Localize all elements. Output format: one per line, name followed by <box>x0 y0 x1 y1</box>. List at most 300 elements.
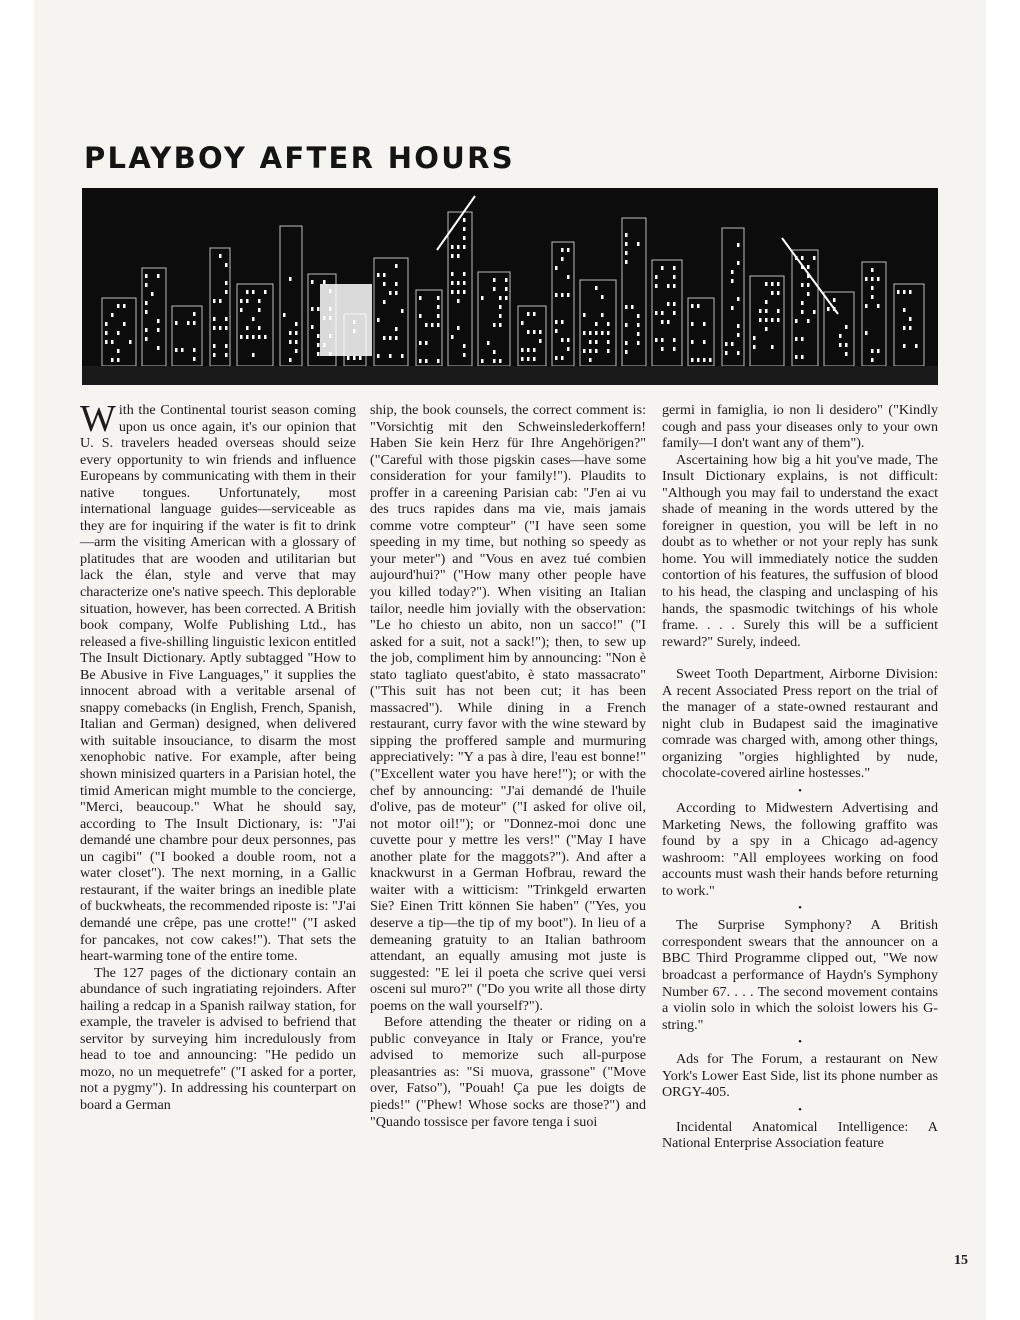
article-column-2 <box>370 402 646 1130</box>
window-light <box>437 359 440 363</box>
window-light <box>311 307 314 311</box>
window-light <box>561 293 564 297</box>
window-light <box>765 300 768 304</box>
window-light <box>246 326 249 330</box>
window-light <box>661 338 664 342</box>
window-light <box>539 339 542 343</box>
window-light <box>655 338 658 342</box>
window-light <box>117 349 120 353</box>
window-light <box>759 318 762 322</box>
window-light <box>521 357 524 361</box>
separator-bullet: • <box>798 785 802 798</box>
window-light <box>252 290 255 294</box>
window-light <box>871 268 874 272</box>
window-light <box>673 338 676 342</box>
window-light <box>625 305 628 309</box>
window-light <box>601 331 604 335</box>
window-light <box>252 353 255 357</box>
window-light <box>637 242 640 246</box>
window-light <box>451 335 454 339</box>
window-light <box>193 357 196 361</box>
building-shape <box>688 298 714 366</box>
intro-paragraph: With the Continental tourist season coming upon us once again, it's our opinion that U. S. travelers headed overseas should seize every opportunity to win friends and influence Europeans by communicating with them in their native tongues. Unfortunately, most international language guides—serviceable as they are for inquiring if the water is fit to drink—arm the visiting American with a glossary of platitudes that are wooden and utilitarian but lack the élan, style and verve that may characterize one's native speech. This deplorable situation, however, has been corrected. A British book company, Wolfe Publishing Ltd., has released a five-shilling linguistic lexicon entitled The Insult Dictionary. Aptly subtagged "How to Be Abusive in Five Languages," it supplies the innocent abroad with a veritable arsenal of snappy comebacks (in English, French, Spanish, Italian and German) designed, when delivered with suitable insouciance, to disarm the most xenophobic native. For example, after being shown minisized quarters in a Parisian hotel, the timid American might mumble to the concierge, "Merci, beaucoup." What he should say, according to The Insult Dictionary, is: "J'ai demandé une chambre pour deux personnes, pas un cagibi" ("I booked a double room, not a water closet"). The next morning, in a Gallic restaurant, if the waiter brings an inedible plate of buckwheats, the recommended riposte is: "J'ai demandé une crêpe, pas une crotte!" ("I asked for pancakes, not cow cakes!"). That sets the heart-warming tone of the entire tome. <box>80 398 356 965</box>
window-light <box>457 254 460 258</box>
window-light <box>347 356 350 360</box>
window-light <box>157 328 160 332</box>
window-light <box>505 287 508 291</box>
window-light <box>493 287 496 291</box>
window-light <box>555 293 558 297</box>
window-light <box>289 331 292 335</box>
article-column-3 <box>662 402 938 1152</box>
window-light <box>105 322 108 326</box>
magazine-page <box>34 0 986 1320</box>
window-light <box>673 266 676 270</box>
window-light <box>691 322 694 326</box>
window-light <box>595 322 598 326</box>
window-light <box>753 336 756 340</box>
window-light <box>533 357 536 361</box>
window-light <box>527 357 530 361</box>
building-shape <box>448 212 472 366</box>
window-light <box>117 331 120 335</box>
separator-bullet: • <box>798 1103 802 1116</box>
window-light <box>225 281 228 285</box>
window-light <box>499 359 502 363</box>
building-shape <box>280 226 302 366</box>
window-light <box>258 299 261 303</box>
window-light <box>451 254 454 258</box>
window-light <box>595 349 598 353</box>
item-anatomical-intelligence: Incidental Anatomical Intelligence: A National Enterprise Association feature <box>662 1118 938 1152</box>
window-light <box>561 320 564 324</box>
window-light <box>839 343 842 347</box>
window-light <box>175 348 178 352</box>
window-light <box>493 323 496 327</box>
window-light <box>401 309 404 313</box>
window-light <box>845 343 848 347</box>
building-shape <box>580 280 616 366</box>
window-light <box>389 291 392 295</box>
window-light <box>625 350 628 354</box>
window-light <box>589 349 592 353</box>
window-light <box>383 273 386 277</box>
window-light <box>437 296 440 300</box>
window-light <box>419 314 422 318</box>
window-light <box>801 283 804 287</box>
window-light <box>419 296 422 300</box>
window-light <box>673 311 676 315</box>
window-light <box>595 286 598 290</box>
window-light <box>567 347 570 351</box>
window-light <box>258 308 261 312</box>
window-light <box>555 329 558 333</box>
window-light <box>111 358 114 362</box>
window-light <box>111 313 114 317</box>
window-light <box>145 310 148 314</box>
item-sweet-tooth: Sweet Tooth Department, Airborne Division: A recent Associated Press report on the trial of the manager of a state-owned restaurant and night club in Budapest said the imaginative comrade was charged with, among other things, organizing "orgies highlighted by nude, chocolate-covered airline hostesses." <box>662 666 938 782</box>
window-light <box>595 331 598 335</box>
window-light <box>777 291 780 295</box>
item-surprise-symphony: The Surprise Symphony? A British correspondent swears that the announcer on a BBC Third Programme clipped out, "We now broadcast a performance of Haydn's Symphony Number 67. . . . The second movement contains a violin solo in which the soloist lowers his G-string." <box>662 917 938 1033</box>
window-light <box>725 351 728 355</box>
window-light <box>765 282 768 286</box>
window-light <box>655 284 658 288</box>
window-light <box>505 278 508 282</box>
window-light <box>607 322 610 326</box>
window-light <box>583 331 586 335</box>
city-skyline-illustration <box>82 188 938 385</box>
window-light <box>771 282 774 286</box>
window-light <box>673 302 676 306</box>
window-light <box>105 331 108 335</box>
window-light <box>219 254 222 258</box>
window-light <box>777 309 780 313</box>
window-light <box>246 290 249 294</box>
window-light <box>871 277 874 281</box>
window-light <box>607 349 610 353</box>
window-light <box>499 323 502 327</box>
window-light <box>795 337 798 341</box>
window-light <box>283 313 286 317</box>
window-light <box>661 320 664 324</box>
window-light <box>317 307 320 311</box>
window-light <box>311 325 314 329</box>
window-light <box>871 358 874 362</box>
window-light <box>813 256 816 260</box>
window-light <box>673 275 676 279</box>
building-shape <box>894 284 924 366</box>
window-light <box>801 310 804 314</box>
window-light <box>240 308 243 312</box>
window-light <box>463 344 466 348</box>
window-light <box>691 340 694 344</box>
window-light <box>463 272 466 276</box>
window-light <box>225 353 228 357</box>
window-light <box>703 322 706 326</box>
window-light <box>771 291 774 295</box>
window-light <box>389 354 392 358</box>
window-light <box>193 348 196 352</box>
window-light <box>655 275 658 279</box>
window-light <box>833 298 836 302</box>
window-light <box>493 278 496 282</box>
window-light <box>437 323 440 327</box>
window-light <box>219 299 222 303</box>
window-light <box>777 282 780 286</box>
window-light <box>731 306 734 310</box>
window-light <box>915 344 918 348</box>
window-light <box>771 345 774 349</box>
window-light <box>353 356 356 360</box>
window-light <box>731 270 734 274</box>
window-light <box>105 340 108 344</box>
window-light <box>295 349 298 353</box>
window-light <box>451 281 454 285</box>
window-light <box>289 358 292 362</box>
window-light <box>909 290 912 294</box>
window-light <box>431 323 434 327</box>
window-light <box>395 264 398 268</box>
article-column-1 <box>80 398 356 1114</box>
window-light <box>561 257 564 261</box>
window-light <box>258 335 261 339</box>
window-light <box>111 340 114 344</box>
window-light <box>807 283 810 287</box>
window-light <box>395 327 398 331</box>
building-shape <box>824 292 854 366</box>
window-light <box>117 358 120 362</box>
window-light <box>737 333 740 337</box>
window-light <box>625 251 628 255</box>
window-light <box>625 242 628 246</box>
window-light <box>157 319 160 323</box>
window-light <box>193 321 196 325</box>
window-light <box>637 332 640 336</box>
window-light <box>395 336 398 340</box>
window-light <box>801 355 804 359</box>
window-light <box>667 320 670 324</box>
window-light <box>437 314 440 318</box>
window-light <box>625 233 628 237</box>
window-light <box>463 353 466 357</box>
window-light <box>903 308 906 312</box>
window-light <box>877 277 880 281</box>
window-light <box>463 281 466 285</box>
window-light <box>213 326 216 330</box>
window-light <box>425 323 428 327</box>
window-light <box>323 280 326 284</box>
window-light <box>145 274 148 278</box>
window-light <box>181 348 184 352</box>
window-light <box>589 331 592 335</box>
window-light <box>567 338 570 342</box>
window-light <box>457 290 460 294</box>
window-light <box>175 321 178 325</box>
window-light <box>725 342 728 346</box>
window-light <box>807 292 810 296</box>
window-light <box>625 341 628 345</box>
window-light <box>264 290 267 294</box>
window-light <box>589 358 592 362</box>
window-light <box>289 277 292 281</box>
window-light <box>589 340 592 344</box>
window-light <box>795 319 798 323</box>
window-light <box>661 266 664 270</box>
building-shape <box>172 306 202 366</box>
window-light <box>737 297 740 301</box>
page-headline: PLAYBOY AFTER HOURS <box>84 141 515 175</box>
window-light <box>463 218 466 222</box>
window-light <box>631 305 634 309</box>
window-light <box>499 305 502 309</box>
window-light <box>151 292 154 296</box>
body-paragraph: Before attending the theater or riding on a public conveyance in Italy or France, you're advised to memorize such all-purpose pleasantries as: "Si muova, grassone" ("Move over, Fatso"), "Pouah! Ça pue les doigts de pieds!" ("Phew! Whose socks are those?") and "Quando tossisce per favore tenga i suoi <box>370 1014 646 1130</box>
window-light <box>193 312 196 316</box>
window-light <box>225 263 228 267</box>
window-light <box>801 256 804 260</box>
body-paragraph: ship, the book counsels, the correct comment is: "Vorsichtig mit den Schweinslederkoffern! Haben Sie kein Herz für Ihre Angehörigen?" ("Careful with those pigskin cases—have some consideration for your family!"). Plaudits to proffer in a careening Parisian cab: "J'en ai vu des trucs rapides dans ma vie, mais jamais comme votre compteur" ("I have seen some speeding in my time, but nothing so speedy as your meter") and "Vous en avez tué combien aujourd'hui?" ("How many other people have you killed today?"). When visiting an Italian tailor, needle him jovially with the observation: "Le ho chiesto un abito, non un sacco!" ("I asked for a suit, not a sack!"); then, to sew up the job, compliment him by announcing: "Non è stato tagliato quest'abito, è stato massacrato" ("This suit has not been cut; it has been massacred"). While dining in a French restaurant, curry favor with the wine steward by sipping the proffered sample and murmuring appreciatively: "Y a pas à dire, l'eau est bonne!" ("Excellent water you have here!"); or with the chef by announcing: "J'ai demandé de l'huile d'olive, pas de moteur" ("I asked for olive oil, not motor oil!"); or "Donnez-moi donc une cuvette pour y mettre les vers!" ("May I have another plate for the maggots?"). And after a knackwurst in a German Hofbrau, reward the waiter with a witticism: "Trinkgeld erwarten Sie? Einen Tritt können Sie haben" ("Yes, you deserve a tip—the tip of my boot"). In lieu of a demeaning gratuity to an Italian bathroom attendant, an equally amusing mot juste is suggested: "E lei il poeta che scrive quei versi osceni sul muro?" ("Do you write all those dirty poems on the wall yourself?"). <box>370 402 646 1014</box>
window-light <box>123 304 126 308</box>
window-light <box>777 318 780 322</box>
window-light <box>145 283 148 287</box>
building-shape <box>142 268 166 366</box>
window-light <box>451 290 454 294</box>
window-light <box>311 280 314 284</box>
window-light <box>395 291 398 295</box>
body-paragraph: The 127 pages of the dictionary contain an abundance of such ingratiating rejoinders. After hailing a redcap in a Spanish railway station, for example, the traveler is advised to befriend that servitor by surveying him incredulously from head to toe and announcing: "He pedido un mozo, no un mequetrefe" ("I asked for a porter, not a pygmy"). In addressing his counterpart on board a German <box>80 964 356 1113</box>
window-light <box>457 326 460 330</box>
window-light <box>845 325 848 329</box>
window-light <box>625 323 628 327</box>
window-light <box>377 354 380 358</box>
window-light <box>555 356 558 360</box>
window-light <box>264 335 267 339</box>
window-light <box>457 245 460 249</box>
window-light <box>317 334 320 338</box>
window-light <box>871 295 874 299</box>
window-light <box>765 309 768 313</box>
window-light <box>697 304 700 308</box>
window-light <box>661 347 664 351</box>
window-light <box>225 326 228 330</box>
window-light <box>667 284 670 288</box>
window-light <box>637 323 640 327</box>
window-light <box>567 275 570 279</box>
window-light <box>877 304 880 308</box>
window-light <box>703 358 706 362</box>
window-light <box>487 341 490 345</box>
window-light <box>252 317 255 321</box>
window-light <box>225 317 228 321</box>
window-light <box>437 305 440 309</box>
window-light <box>383 336 386 340</box>
window-light <box>527 312 530 316</box>
window-light <box>765 327 768 331</box>
window-light <box>737 324 740 328</box>
window-light <box>463 245 466 249</box>
building-shape <box>416 290 442 366</box>
window-light <box>691 358 694 362</box>
window-light <box>129 340 132 344</box>
window-light <box>395 282 398 286</box>
window-light <box>539 330 542 334</box>
window-light <box>246 299 249 303</box>
window-light <box>561 248 564 252</box>
window-light <box>493 359 496 363</box>
window-light <box>383 282 386 286</box>
window-light <box>691 304 694 308</box>
window-light <box>317 352 320 356</box>
window-light <box>240 335 243 339</box>
window-light <box>759 309 762 313</box>
window-light <box>527 330 530 334</box>
window-light <box>123 322 126 326</box>
window-light <box>807 265 810 269</box>
window-light <box>295 331 298 335</box>
window-light <box>673 284 676 288</box>
window-light <box>871 349 874 353</box>
window-light <box>877 349 880 353</box>
window-light <box>903 344 906 348</box>
window-light <box>555 266 558 270</box>
window-light <box>583 349 586 353</box>
window-light <box>317 343 320 347</box>
window-light <box>845 352 848 356</box>
window-light <box>213 353 216 357</box>
window-light <box>661 311 664 315</box>
window-light <box>451 245 454 249</box>
window-light <box>213 317 216 321</box>
window-light <box>865 331 868 335</box>
window-light <box>252 335 255 339</box>
window-light <box>295 322 298 326</box>
window-light <box>807 319 810 323</box>
body-paragraph: Ascertaining how big a hit you've made, The Insult Dictionary explains, is not difficult: "Although you may fail to understand the exact shade of meaning in the words uttered by the foreigner in question, you will be left in no doubt as to whether or not your reply has sunk home. You will immediately notice the sudden contortion of his features, the suffusion of blood to his head, the clasping and unclasping of his hands, the spasmodic twitchings of his whole frame. . . . Surely this will be a sufficient reward?" Surely, indeed. <box>662 451 938 650</box>
window-light <box>419 341 422 345</box>
window-light <box>419 359 422 363</box>
window-light <box>801 301 804 305</box>
window-light <box>157 274 160 278</box>
window-light <box>145 337 148 341</box>
item-graffito: According to Midwestern Advertising and Marketing News, the following graffito was found by a spy in a Chicago ad-agency washroom: "All employees working on food accounts must wash their hands before returning to work." <box>662 800 938 899</box>
window-light <box>909 317 912 321</box>
window-light <box>258 326 261 330</box>
window-light <box>359 356 362 360</box>
window-light <box>225 344 228 348</box>
window-light <box>493 350 496 354</box>
window-light <box>425 359 428 363</box>
window-light <box>481 359 484 363</box>
window-light <box>187 321 190 325</box>
window-light <box>903 326 906 330</box>
window-light <box>499 314 502 318</box>
window-light <box>871 286 874 290</box>
window-light <box>240 299 243 303</box>
window-light <box>425 341 428 345</box>
window-light <box>561 356 564 360</box>
drop-cap: W <box>80 398 116 440</box>
window-light <box>533 330 536 334</box>
window-light <box>377 273 380 277</box>
window-light <box>383 300 386 304</box>
section-gap <box>662 650 938 666</box>
window-light <box>709 358 712 362</box>
window-light <box>607 331 610 335</box>
window-light <box>463 236 466 240</box>
window-light <box>897 290 900 294</box>
window-light <box>813 310 816 314</box>
window-light <box>827 307 830 311</box>
window-light <box>607 340 610 344</box>
window-light <box>463 227 466 231</box>
window-light <box>601 295 604 299</box>
window-light <box>463 290 466 294</box>
window-light <box>795 355 798 359</box>
window-light <box>801 337 804 341</box>
window-light <box>117 304 120 308</box>
window-light <box>731 279 734 283</box>
window-light <box>289 340 292 344</box>
window-light <box>157 346 160 350</box>
window-light <box>377 318 380 322</box>
building-shape <box>792 250 818 366</box>
window-light <box>737 351 740 355</box>
window-light <box>561 338 564 342</box>
window-light <box>213 299 216 303</box>
window-light <box>737 261 740 265</box>
window-light <box>903 290 906 294</box>
